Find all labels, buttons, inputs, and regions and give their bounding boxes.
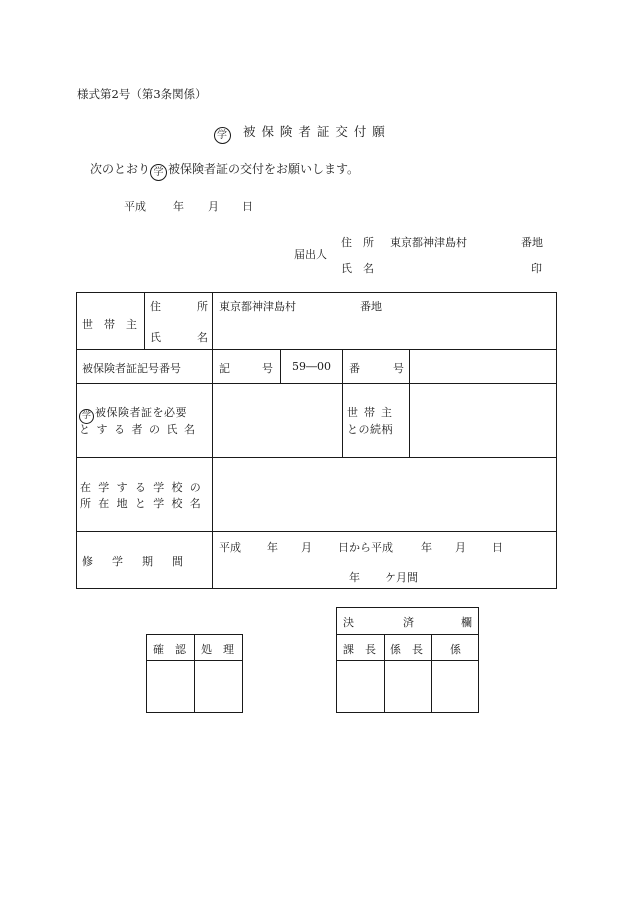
date-day: 日 [242, 200, 253, 213]
process-label: 処 理 [201, 643, 234, 656]
relation-line1: 世帯主 [347, 406, 398, 419]
period-total-year: 年 [349, 571, 360, 584]
period-from-to: 日から平成 [338, 541, 393, 554]
bangou-label-1: 番 [349, 362, 360, 375]
intro-pre: 次のとおり [90, 162, 151, 176]
school-line1: 在学する学校の [80, 481, 209, 494]
kigou-label-2: 号 [262, 362, 273, 375]
intro-post: 被保険者証の交付をお願いします。 [168, 162, 360, 176]
applicant-name-label: 氏 名 [341, 262, 374, 275]
relation-line2: との続柄 [347, 423, 393, 436]
form-title [214, 122, 386, 144]
applicant-label: 届出人 [294, 248, 327, 261]
period-month: 月 [301, 541, 312, 554]
needs-card-text-1: 被保険者証を必要 [95, 406, 187, 419]
date-era: 平成 [124, 200, 146, 213]
period-total-months: ケ月間 [385, 571, 418, 584]
approval-title-3: 欄 [461, 616, 472, 629]
title-text: 被 保 険 者 証 交 付 願 [242, 124, 386, 139]
kigou-value: 59―00 [292, 360, 331, 373]
staff-label: 係 [450, 643, 461, 656]
household-banchi: 番地 [360, 300, 382, 313]
study-period-label: 修 学 期 間 [82, 555, 187, 568]
gaku-mark-icon: 学 [79, 409, 94, 424]
period-month2: 月 [455, 541, 466, 554]
gaku-mark-icon: 学 [214, 127, 231, 144]
household-address-value: 東京都神津島村 [219, 300, 296, 313]
approval-title-1: 決 [343, 616, 354, 629]
address-label-1: 住 [150, 300, 161, 313]
address-label-2: 所 [197, 300, 208, 313]
bangou-label-2: 号 [393, 362, 404, 375]
date-month: 月 [208, 200, 219, 213]
date-year: 年 [173, 200, 184, 213]
period-year2: 年 [421, 541, 432, 554]
insured-number-label: 被保険者証記号番号 [82, 362, 181, 375]
seal-mark: 印 [531, 262, 542, 275]
school-line2: 所在地と学校名 [80, 497, 209, 510]
period-day2: 日 [492, 541, 503, 554]
period-era-from: 平成 [219, 541, 241, 554]
name-label-1: 氏 [150, 331, 161, 344]
needs-card-line2: とする者の氏名 [79, 423, 202, 436]
gaku-mark-icon: 学 [150, 164, 167, 181]
approval-title-2: 済 [403, 616, 414, 629]
section-chief-label: 課 長 [343, 643, 376, 656]
kigou-label-1: 記 [219, 362, 230, 375]
confirm-label: 確 認 [153, 643, 186, 656]
household-head-label: 世 帯 主 [82, 318, 137, 331]
applicant-address-label: 住 所 [341, 236, 374, 249]
applicant-banchi: 番地 [521, 236, 543, 249]
period-year: 年 [267, 541, 278, 554]
form-number: 様式第2号（第3条関係） [77, 87, 207, 101]
intro-text [90, 160, 359, 181]
subsection-chief-label: 係 長 [390, 643, 423, 656]
name-label-2: 名 [197, 331, 208, 344]
applicant-address-value: 東京都神津島村 [390, 236, 467, 249]
